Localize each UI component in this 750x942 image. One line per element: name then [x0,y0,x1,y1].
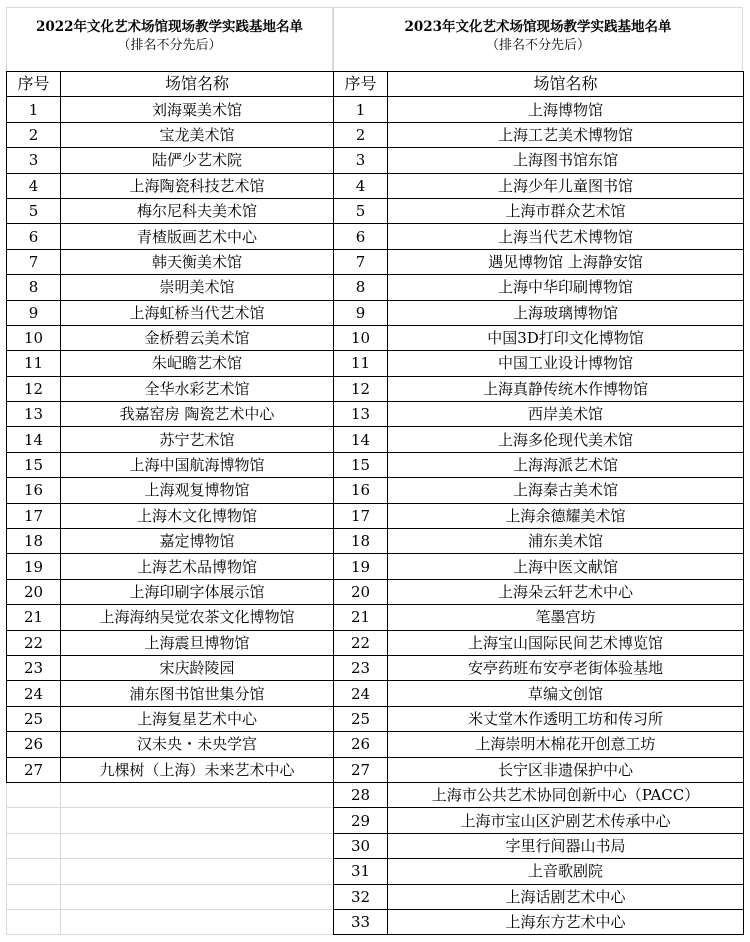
subtitle-2022: （排名不分先后） [117,38,222,53]
venue-name: 上海秦古美术馆 [388,478,744,503]
table-row [7,275,334,300]
venue-name: 上海博物馆 [388,97,744,122]
table-row [7,706,334,731]
table-row [334,351,744,376]
row-index: 16 [7,478,61,503]
venue-name: 上海中国航海博物馆 [61,452,334,477]
row-index: 4 [7,173,61,198]
empty-cell [7,833,61,858]
venue-name: 汉未央・未央学宫 [61,732,334,757]
venue-name: 青楂版画艺术中心 [61,224,334,249]
row-index: 6 [334,224,388,249]
row-index: 25 [7,706,61,731]
table-row [334,833,744,858]
table-row [334,732,744,757]
row-index: 26 [334,732,388,757]
table-row [334,122,744,147]
table-row [334,782,744,807]
venue-name: 上海玻璃博物馆 [388,300,744,325]
venue-name: 西岸美术馆 [388,402,744,427]
row-index: 31 [334,859,388,884]
row-index: 15 [334,452,388,477]
venue-name: 宋庆龄陵园 [61,655,334,680]
row-index: 16 [334,478,388,503]
header-index: 序号 [334,72,388,97]
table-row [7,859,334,884]
table-row [7,579,334,604]
table-row [7,655,334,680]
venue-name: 九棵树（上海）未来艺术中心 [61,757,334,782]
header-index: 序号 [7,72,61,97]
table-row [334,198,744,223]
table-row [7,148,334,173]
venue-name: 上海陶瓷科技艺术馆 [61,173,334,198]
table-row [334,503,744,528]
row-index: 5 [334,198,388,223]
row-index: 1 [7,97,61,122]
row-index: 27 [334,757,388,782]
venue-name: 韩天衡美术馆 [61,249,334,274]
table-2023 [333,71,744,935]
table-row [7,300,334,325]
row-index: 33 [334,909,388,934]
row-index: 3 [7,148,61,173]
venue-name: 上海观复博物馆 [61,478,334,503]
row-index: 13 [334,402,388,427]
row-index: 26 [7,732,61,757]
row-index: 30 [334,833,388,858]
venue-name: 梅尔尼科夫美术馆 [61,198,334,223]
venue-name: 上海多伦现代美术馆 [388,427,744,452]
empty-cell [61,884,334,909]
table-2022 [6,71,334,935]
venue-name: 上海少年儿童图书馆 [388,173,744,198]
row-index: 17 [334,503,388,528]
table-row [334,97,744,122]
venue-name: 中国3D打印文化博物馆 [388,325,744,350]
row-index: 13 [7,402,61,427]
row-index: 19 [334,554,388,579]
table-row [7,427,334,452]
venue-name: 中国工业设计博物馆 [388,351,744,376]
table-row [334,376,744,401]
empty-cell [7,884,61,909]
table-row [334,757,744,782]
row-index: 19 [7,554,61,579]
venue-name: 长宁区非遗保护中心 [388,757,744,782]
table-row [334,249,744,274]
table-row [7,884,334,909]
empty-cell [61,909,334,934]
empty-cell [61,782,334,807]
table-row [7,376,334,401]
venue-name: 浦东图书馆世集分馆 [61,681,334,706]
table-row [7,224,334,249]
table-row [334,884,744,909]
venue-name: 上音歌剧院 [388,859,744,884]
venue-name: 上海当代艺术博物馆 [388,224,744,249]
venue-name: 上海虹桥当代艺术馆 [61,300,334,325]
venue-name: 上海木文化博物馆 [61,503,334,528]
table-row [334,478,744,503]
table-row [7,909,334,934]
venue-name: 上海崇明木棉花开创意工坊 [388,732,744,757]
row-index: 17 [7,503,61,528]
table-row [334,554,744,579]
venue-name: 上海市公共艺术协同创新中心（PACC） [388,782,744,807]
list-2023 [333,7,743,932]
venue-name: 上海市宝山区沪剧艺术传承中心 [388,808,744,833]
table-row [7,529,334,554]
venue-name: 上海海派艺术馆 [388,452,744,477]
venue-name: 上海复星艺术中心 [61,706,334,731]
empty-cell [7,909,61,934]
row-index: 12 [334,376,388,401]
venue-name: 崇明美术馆 [61,275,334,300]
table-row [334,630,744,655]
empty-cell [7,808,61,833]
table-row [334,452,744,477]
title-block-2022 [6,7,333,71]
row-index: 27 [7,757,61,782]
header-row [7,72,334,97]
row-index: 14 [334,427,388,452]
row-index: 11 [7,351,61,376]
table-row [334,859,744,884]
empty-cell [7,859,61,884]
row-index: 22 [7,630,61,655]
venue-name: 上海中医文献馆 [388,554,744,579]
table-row [334,173,744,198]
title-2023: 2023年文化艺术场馆现场教学实践基地名单 [404,19,672,35]
row-index: 25 [334,706,388,731]
table-row [334,681,744,706]
empty-cell [61,808,334,833]
row-index: 32 [334,884,388,909]
table-row [334,275,744,300]
venue-name: 上海市群众艺术馆 [388,198,744,223]
list-2022 [6,7,333,779]
table-row [7,478,334,503]
table-row [334,529,744,554]
venue-name: 上海话剧艺术中心 [388,884,744,909]
header-row [334,72,744,97]
venue-name: 上海东方艺术中心 [388,909,744,934]
table-row [7,681,334,706]
row-index: 1 [334,97,388,122]
table-row [334,655,744,680]
venue-name: 苏宁艺术馆 [61,427,334,452]
venue-name: 上海真静传统木作博物馆 [388,376,744,401]
row-index: 9 [7,300,61,325]
table-row [334,706,744,731]
row-index: 20 [7,579,61,604]
venue-name: 米丈堂木作透明工坊和传习所 [388,706,744,731]
row-index: 15 [7,452,61,477]
table-row [7,782,334,807]
table-row [7,630,334,655]
empty-cell [7,782,61,807]
venue-name: 上海震旦博物馆 [61,630,334,655]
row-index: 8 [334,275,388,300]
table-row [7,122,334,147]
row-index: 24 [334,681,388,706]
table-row [7,452,334,477]
venue-name: 刘海粟美术馆 [61,97,334,122]
venue-name: 上海中华印刷博物馆 [388,275,744,300]
row-index: 22 [334,630,388,655]
row-index: 21 [7,605,61,630]
row-index: 18 [7,529,61,554]
table-row [7,757,334,782]
row-index: 21 [334,605,388,630]
row-index: 23 [334,655,388,680]
row-index: 20 [334,579,388,604]
table-row [7,325,334,350]
row-index: 9 [334,300,388,325]
table-row [334,808,744,833]
table-row [7,732,334,757]
row-index: 5 [7,198,61,223]
row-index: 7 [334,249,388,274]
row-index: 11 [334,351,388,376]
table-row [7,249,334,274]
row-index: 3 [334,148,388,173]
venue-name: 上海余德耀美术馆 [388,503,744,528]
venue-name: 浦东美术馆 [388,529,744,554]
table-row [7,402,334,427]
row-index: 2 [7,122,61,147]
venue-name: 上海宝山国际民间艺术博览馆 [388,630,744,655]
venue-name: 上海艺术品博物馆 [61,554,334,579]
venue-name: 遇见博物馆 上海静安馆 [388,249,744,274]
venue-name: 安亭药班布安亭老街体验基地 [388,655,744,680]
empty-cell [61,859,334,884]
venue-name: 上海图书馆东馆 [388,148,744,173]
table-row [334,148,744,173]
table-row [7,605,334,630]
row-index: 24 [7,681,61,706]
table-row [7,173,334,198]
venue-name: 全华水彩艺术馆 [61,376,334,401]
title-block-2023 [333,7,743,71]
table-row [334,300,744,325]
table-row [334,402,744,427]
row-index: 2 [334,122,388,147]
venue-name: 上海印刷字体展示馆 [61,579,334,604]
venue-name: 笔墨宫坊 [388,605,744,630]
table-row [7,351,334,376]
venue-name: 草编文创馆 [388,681,744,706]
row-index: 29 [334,808,388,833]
row-index: 4 [334,173,388,198]
table-row [334,909,744,934]
table-row [334,427,744,452]
venue-name: 宝龙美术馆 [61,122,334,147]
table-row [7,554,334,579]
header-venue-name: 场馆名称 [388,72,744,97]
table-row [334,605,744,630]
row-index: 28 [334,782,388,807]
header-venue-name: 场馆名称 [61,72,334,97]
venue-name: 我嘉窑房 陶瓷艺术中心 [61,402,334,427]
venue-name: 上海工艺美术博物馆 [388,122,744,147]
venue-name: 上海朵云轩艺术中心 [388,579,744,604]
row-index: 12 [7,376,61,401]
row-index: 10 [334,325,388,350]
table-row [7,97,334,122]
venue-name: 金桥碧云美术馆 [61,325,334,350]
row-index: 6 [7,224,61,249]
venue-name: 陆俨少艺术院 [61,148,334,173]
table-row [7,808,334,833]
title-2022: 2022年文化艺术场馆现场教学实践基地名单 [35,19,304,35]
venue-name: 朱屺瞻艺术馆 [61,351,334,376]
row-index: 14 [7,427,61,452]
subtitle-2023: （排名不分先后） [485,38,590,53]
row-index: 8 [7,275,61,300]
table-row [334,579,744,604]
row-index: 18 [334,529,388,554]
table-row [7,503,334,528]
table-row [334,224,744,249]
venue-name: 上海海纳吴觉农茶文化博物馆 [61,605,334,630]
empty-cell [61,833,334,858]
table-row [7,198,334,223]
venue-name: 字里行间器山书局 [388,833,744,858]
row-index: 10 [7,325,61,350]
row-index: 7 [7,249,61,274]
venue-name: 嘉定博物馆 [61,529,334,554]
table-row [7,833,334,858]
row-index: 23 [7,655,61,680]
table-row [334,325,744,350]
